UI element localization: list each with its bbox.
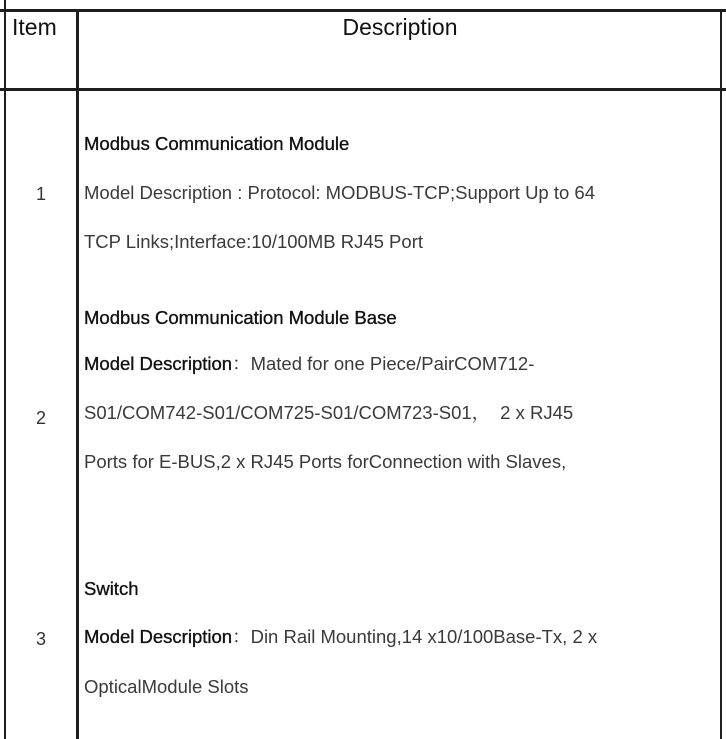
row-1-title: Modbus Communication Module	[84, 133, 350, 154]
row-3-description-line	[84, 626, 597, 648]
row-3-item-number: 3	[35, 629, 46, 649]
table-right-border	[720, 9, 722, 739]
row-3-description-label: Model Description	[84, 626, 233, 647]
row-1-item-number: 1	[35, 184, 46, 204]
column-divider	[76, 9, 79, 739]
row-2-description-line	[84, 402, 573, 424]
row-1-description-line: TCP Links;Interface:10/100MB RJ45 Port	[84, 231, 423, 252]
row-1-description-line: Model Description : Protocol: MODBUS-TCP;Support Up to 64	[84, 182, 595, 203]
row-2-title: Modbus Communication Module Base	[84, 307, 397, 328]
table-top-border	[0, 9, 726, 12]
description-column-header: Description	[342, 14, 458, 40]
header-bottom-border	[0, 88, 726, 91]
row-2-description-label: Model Description	[84, 353, 233, 374]
row-3-title: Switch	[84, 578, 139, 599]
row-2-rj45-count: 2 x RJ45	[500, 402, 574, 423]
row-3-description-line: OpticalModule Slots	[84, 676, 249, 697]
row-2-description-line	[84, 353, 534, 375]
row-2-description-line: Ports for E-BUS,2 x RJ45 Ports forConnection with Slaves,	[84, 451, 567, 472]
row-2-item-number: 2	[35, 408, 46, 428]
row-2-part-numbers: S01/COM742-S01/COM725-S01/COM723-S01，	[84, 402, 491, 423]
row-3-description-text: ：Din Rail Mounting,14 x10/100Base-Tx, 2 x	[232, 626, 598, 647]
row-2-description-text: ：Mated for one Piece/PairCOM712-	[232, 353, 535, 374]
item-column-header: Item	[12, 14, 57, 40]
